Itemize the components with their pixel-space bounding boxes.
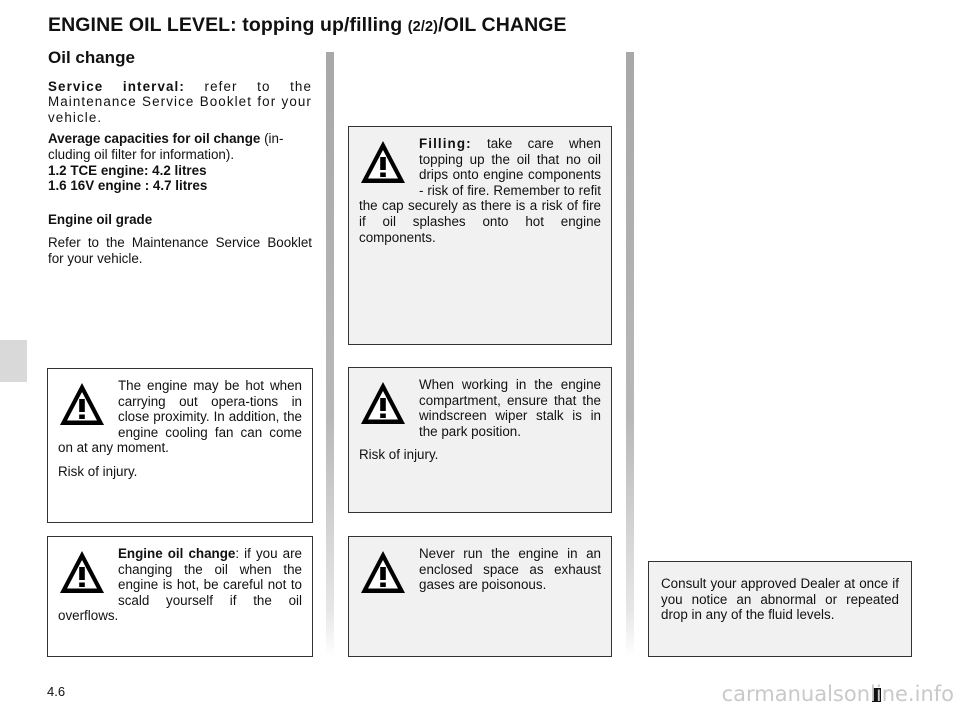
oil-grade-text: Refer to the Maintenance Service Booklet for your vehicle.	[48, 235, 312, 266]
hot-engine-risk: Risk of injury.	[58, 463, 138, 479]
warning-box-hot-engine	[47, 368, 313, 523]
warning-triangle-icon	[58, 380, 106, 428]
filling-warning-text: Filling: take care when topping up the oil that no oil drips onto engine components - risk of fire. Remember to refit the cap securely as there is a risk of fire if oil splashes onto hot engine components.	[359, 136, 601, 245]
oil-change-section	[48, 50, 312, 273]
oil-change-warning-text: Engine oil change: if you are changing the oil when the engine is hot, be careful not to scald yourself if the oil overflows.	[58, 546, 302, 624]
section-heading: Oil change	[48, 48, 135, 67]
warning-triangle-icon	[359, 379, 407, 427]
column-divider-right	[626, 52, 634, 657]
note-box-dealer	[648, 561, 912, 657]
dealer-note-text: Consult your approved Dealer at once if you notice an abnormal or repeated drop in any of the fluid levels.	[661, 576, 899, 623]
warning-box-wiper	[348, 367, 612, 513]
capacity-1-2-tce: 1.2 TCE engine: 4.2 litres	[48, 162, 207, 178]
warning-triangle-icon	[58, 548, 106, 596]
section-tab	[0, 340, 27, 382]
capacities-paragraph: Average capacities for oil change (in-cluding oil filter for information). 1.2 TCE engine: 4.2 litres 1.6 16V engine : 4.7 litres	[48, 131, 284, 194]
capacity-1-6-16v: 1.6 16V engine : 4.7 litres	[48, 178, 208, 194]
oil-grade-heading: Engine oil grade	[48, 211, 153, 227]
page-number: 4.6	[47, 684, 66, 699]
page-title: ENGINE OIL LEVEL: topping up/filling (2/2)/OIL CHANGE	[48, 14, 567, 36]
service-interval-paragraph: Service interval: refer to the Maintenance Service Booklet for your vehicle.	[48, 78, 312, 125]
warning-triangle-icon	[359, 138, 407, 186]
warning-triangle-icon	[359, 548, 407, 596]
warning-box-oil-change	[47, 536, 313, 657]
watermark: carmanualsonline.info	[721, 682, 954, 706]
wiper-warning-text: When working in the engine compartment, ensure that the windscreen wiper stalk is in the park position.	[419, 377, 601, 439]
hot-engine-text: The engine may be hot when carrying out opera-tions in close proximity. In addition, the engine cooling fan can come on at any moment.	[58, 378, 302, 456]
column-divider-left	[326, 52, 334, 657]
wiper-warning-risk: Risk of injury.	[359, 447, 439, 463]
exhaust-warning-text: Never run the engine in an enclosed space as exhaust gases are poisonous.	[419, 546, 601, 593]
warning-box-exhaust	[348, 536, 612, 657]
warning-box-filling	[348, 126, 612, 345]
